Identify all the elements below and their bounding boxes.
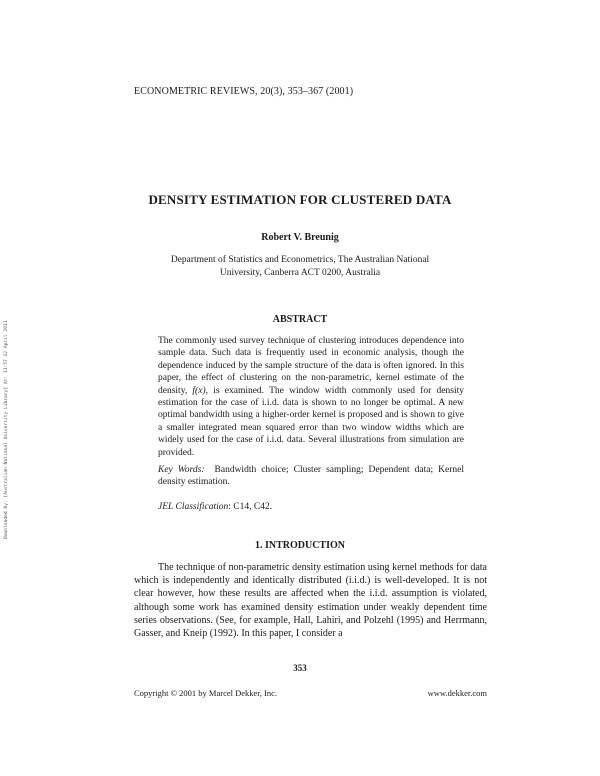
abstract-density-symbol: f(x): [192, 385, 206, 396]
keywords-text: Bandwidth choice; Cluster sampling; Dependent data; Kernel density estimation.: [158, 465, 464, 488]
introduction-heading: 1. INTRODUCTION: [254, 540, 345, 551]
abstract-text-part-1: The commonly used survey technique of clustering introduces dependence into sample data. Such data is frequently used in economic analysis, though the dependence induced by the sample structure of the data is often ignored. In this paper, the effect of clustering on the non-parametric, kernel estimate of the density,: [158, 336, 464, 396]
page-number: 353: [293, 663, 307, 673]
abstract-heading: ABSTRACT: [272, 314, 328, 325]
jel-label: JEL Classification: [158, 502, 229, 512]
jel-codes: : C14, C42.: [228, 502, 273, 512]
abstract-text: [158, 335, 464, 459]
affiliation-line-2: University, Canberra ACT 0200, Australia: [219, 267, 381, 278]
publisher-url: www.dekker.com: [427, 688, 487, 698]
abstract-text-part-2: , is examined. The window width commonly used for density estimation for the case of i.i.d. data is shown to no longer be optimal. A new optimal bandwidth using a higher-order kernel is proposed and is shown to give a smaller integrated mean squared error than two window widths which are widely used for the case of i.i.d. data. Several illustrations from simulation are provided.: [158, 385, 464, 458]
jel-classification: [158, 501, 464, 513]
affiliation-line-1: Department of Statistics and Econometrics, The Australian National: [170, 255, 430, 265]
copyright-notice: Copyright © 2001 by Marcel Dekker, Inc.: [134, 688, 278, 698]
introduction-text: The technique of non-parametric density estimation using kernel methods for data which is independently and identically distributed (i.i.d.) is well-developed. It is not clear however, how these results are affected when the i.i.d. assumption is violated, although some work has examined density estimation under weakly dependent time series observations. (See, for example, Hall, Lahiri, and Polzehl (1995) and Herrmann, Gasser, and Kneip (1992). In this paper, I consider a: [134, 562, 487, 640]
keywords-label: Key Words:: [158, 465, 205, 475]
author-affiliation: [0, 254, 600, 279]
download-stamp: Downloaded By: [Australian National University Library] At: 11:57 12 April 2011: [4, 320, 9, 539]
keywords: [158, 464, 464, 489]
journal-header: ECONOMETRIC REVIEWS, 20(3), 353–367 (2001): [134, 86, 354, 97]
author-name: Robert V. Breunig: [261, 232, 339, 243]
paper-title: DENSITY ESTIMATION FOR CLUSTERED DATA: [148, 192, 452, 207]
